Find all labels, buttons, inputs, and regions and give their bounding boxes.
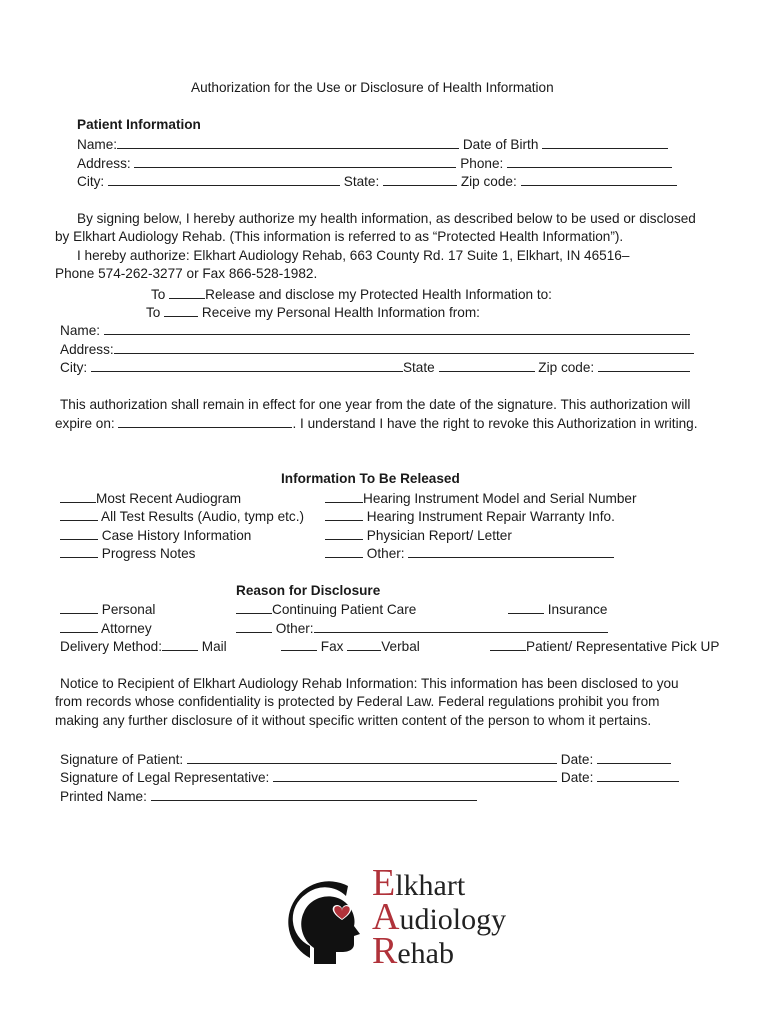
signature-patient-date-field[interactable]: [597, 751, 671, 764]
reason-insurance-label: Insurance: [547, 602, 608, 617]
info-left-item-0: [60, 490, 241, 507]
phone-label: Phone:: [460, 156, 504, 171]
info-right-label-0: Hearing Instrument Model and Serial Number: [363, 491, 637, 506]
info-left-label-3: Progress Notes: [101, 546, 196, 561]
reason-other: [236, 620, 608, 637]
reason-insurance-checkline[interactable]: [508, 601, 544, 614]
patient-zip-field[interactable]: [521, 173, 677, 186]
authorization-line-2: by Elkhart Audiology Rehab. (This information is referred to as “Protected Health Information”).: [55, 229, 624, 244]
logo-cap-e: E: [372, 862, 396, 904]
reason-heading: Reason for Disclosure: [236, 583, 381, 598]
signature-patient-label: Signature of Patient:: [60, 752, 184, 767]
delivery-verbal-checkline[interactable]: [347, 638, 381, 651]
signature-patient-date-label: Date:: [560, 752, 594, 767]
printed-name-label: Printed Name:: [60, 789, 147, 804]
info-right-checkline-2[interactable]: [325, 527, 363, 540]
info-released-heading: Information To Be Released: [281, 471, 460, 486]
info-left-checkline-2[interactable]: [60, 527, 98, 540]
patient-city-label: City:: [77, 174, 105, 189]
info-left-label-0: Most Recent Audiogram: [96, 491, 242, 506]
info-right-label-2: Physician Report/ Letter: [366, 528, 512, 543]
delivery-pickup-label: Patient/ Representative Pick UP: [526, 639, 720, 654]
to-receive-label: To: [146, 305, 161, 320]
patient-address-row: [77, 155, 672, 172]
delivery-mail-checkline[interactable]: [162, 638, 198, 651]
signature-rep-date-field[interactable]: [597, 769, 679, 782]
info-left-item-1: [60, 508, 304, 525]
dob-label: Date of Birth: [462, 137, 539, 152]
page-title: Authorization for the Use or Disclosure of Health Information: [191, 80, 554, 95]
reason-other-label: Other:: [275, 621, 314, 636]
recipient-state-label: State: [402, 360, 435, 375]
reason-continuing: [236, 601, 416, 618]
recipient-name-row: [60, 322, 690, 339]
expire-date-field[interactable]: [118, 415, 292, 428]
patient-address-label: Address:: [77, 156, 131, 171]
to-release-label: To: [151, 287, 166, 302]
logo-rest-audiology: udiology: [399, 903, 507, 936]
reason-attorney-label: Attorney: [101, 621, 152, 636]
patient-name-field[interactable]: [117, 136, 459, 149]
authorization-line-4: Phone 574-262-3277 or Fax 866-528-1982.: [55, 266, 318, 281]
patient-state-field[interactable]: [383, 173, 457, 186]
authorization-line-3: I hereby authorize: Elkhart Audiology Rehab, 663 County Rd. 17 Suite 1, Elkhart, IN 46516–: [77, 248, 630, 263]
phone-field[interactable]: [507, 155, 672, 168]
delivery-fax-checkline[interactable]: [281, 638, 317, 651]
signature-patient-field[interactable]: [187, 751, 557, 764]
logo-rest-elkhart: lkhart: [395, 869, 466, 902]
notice-line-1: Notice to Recipient of Elkhart Audiology Rehab Information: This information has been disclosed to you: [60, 676, 679, 691]
recipient-city-row: [60, 359, 690, 376]
info-left-label-1: All Test Results (Audio, tymp etc.): [101, 509, 305, 524]
info-right-item-0: [325, 490, 637, 507]
info-right-item-3: [325, 545, 614, 562]
reason-insurance: [508, 601, 607, 618]
info-right-checkline-3[interactable]: [325, 545, 363, 558]
patient-city-row: [77, 173, 677, 190]
duration-line-2: [55, 415, 698, 432]
reason-personal: [60, 601, 155, 618]
delivery-method-label: Delivery Method:: [60, 639, 162, 654]
delivery-mail-label: Mail: [201, 639, 227, 654]
info-right-label-3: Other:: [366, 546, 405, 561]
info-right-checkline-1[interactable]: [325, 508, 363, 521]
info-other-field[interactable]: [408, 545, 614, 558]
logo-word-rehab: [372, 930, 454, 972]
recipient-address-field[interactable]: [114, 341, 694, 354]
reason-continuing-checkline[interactable]: [236, 601, 272, 614]
info-left-checkline-1[interactable]: [60, 508, 98, 521]
notice-line-2: from records whose confidentiality is protected by Federal Law. Federal regulations prohibit you from: [55, 694, 660, 709]
info-left-checkline-3[interactable]: [60, 545, 98, 558]
printed-name-field[interactable]: [151, 788, 477, 801]
info-right-item-1: [325, 508, 615, 525]
duration-line-2-rest: . I understand I have the right to revoke this Authorization in writing.: [292, 416, 698, 431]
patient-zip-label: Zip code:: [460, 174, 517, 189]
expire-label: expire on:: [55, 416, 115, 431]
delivery-verbal-label: Verbal: [381, 639, 420, 654]
patient-name-label: Name:: [77, 137, 118, 152]
reason-attorney-checkline[interactable]: [60, 620, 98, 633]
signature-patient-row: [60, 751, 671, 768]
to-receive-text: Receive my Personal Health Information from:: [201, 305, 480, 320]
reason-personal-label: Personal: [101, 602, 156, 617]
patient-info-heading: Patient Information: [77, 117, 201, 132]
info-left-label-2: Case History Information: [101, 528, 252, 543]
delivery-method-row: [60, 638, 227, 655]
to-receive-row: [146, 304, 480, 321]
delivery-pickup: [490, 638, 719, 655]
delivery-fax: [281, 638, 420, 655]
reason-continuing-label: Continuing Patient Care: [272, 602, 417, 617]
notice-line-3: making any further disclosure of it without specific written content of the person to whom it pertains.: [55, 713, 652, 728]
signature-rep-date-label: Date:: [560, 770, 594, 785]
patient-name-row: [77, 136, 668, 153]
recipient-address-label: Address:: [60, 342, 114, 357]
signature-rep-field[interactable]: [273, 769, 557, 782]
reason-personal-checkline[interactable]: [60, 601, 98, 614]
logo-cap-a: A: [372, 896, 400, 938]
info-left-item-2: [60, 527, 251, 544]
logo-cap-r: R: [372, 930, 398, 972]
patient-address-field[interactable]: [134, 155, 456, 168]
info-left-item-3: [60, 545, 195, 562]
info-right-item-2: [325, 527, 512, 544]
info-right-checkline-0[interactable]: [325, 490, 363, 503]
to-release-checkline[interactable]: [169, 286, 205, 299]
recipient-name-label: Name:: [60, 323, 101, 338]
delivery-pickup-checkline[interactable]: [490, 638, 526, 651]
info-left-checkline-0[interactable]: [60, 490, 96, 503]
patient-state-label: State:: [343, 174, 380, 189]
authorization-line-1: By signing below, I hereby authorize my health information, as described below to be used or disclosed: [77, 211, 696, 226]
reason-other-field[interactable]: [314, 620, 608, 633]
recipient-city-field[interactable]: [91, 359, 403, 372]
signature-rep-row: [60, 769, 679, 786]
delivery-fax-label: Fax: [320, 639, 344, 654]
patient-city-field[interactable]: [108, 173, 340, 186]
to-receive-checkline[interactable]: [164, 304, 198, 317]
recipient-address-row: [60, 341, 694, 358]
dob-field[interactable]: [542, 136, 668, 149]
info-right-label-1: Hearing Instrument Repair Warranty Info.: [366, 509, 615, 524]
reason-other-checkline[interactable]: [236, 620, 272, 633]
to-release-row: [151, 286, 552, 303]
duration-line-1: This authorization shall remain in effect for one year from the date of the signature. This authorization will: [60, 397, 691, 412]
recipient-name-field[interactable]: [104, 322, 690, 335]
signature-rep-label: Signature of Legal Representative:: [60, 770, 270, 785]
to-release-text: Release and disclose my Protected Health Information to:: [205, 287, 552, 302]
reason-attorney: [60, 620, 152, 637]
recipient-city-label: City:: [60, 360, 88, 375]
recipient-zip-field[interactable]: [598, 359, 690, 372]
recipient-state-field[interactable]: [439, 359, 535, 372]
head-heart-logo-icon: [278, 874, 374, 970]
logo-rest-rehab: ehab: [397, 937, 454, 970]
printed-name-row: [60, 788, 477, 805]
recipient-zip-label: Zip code:: [538, 360, 595, 375]
